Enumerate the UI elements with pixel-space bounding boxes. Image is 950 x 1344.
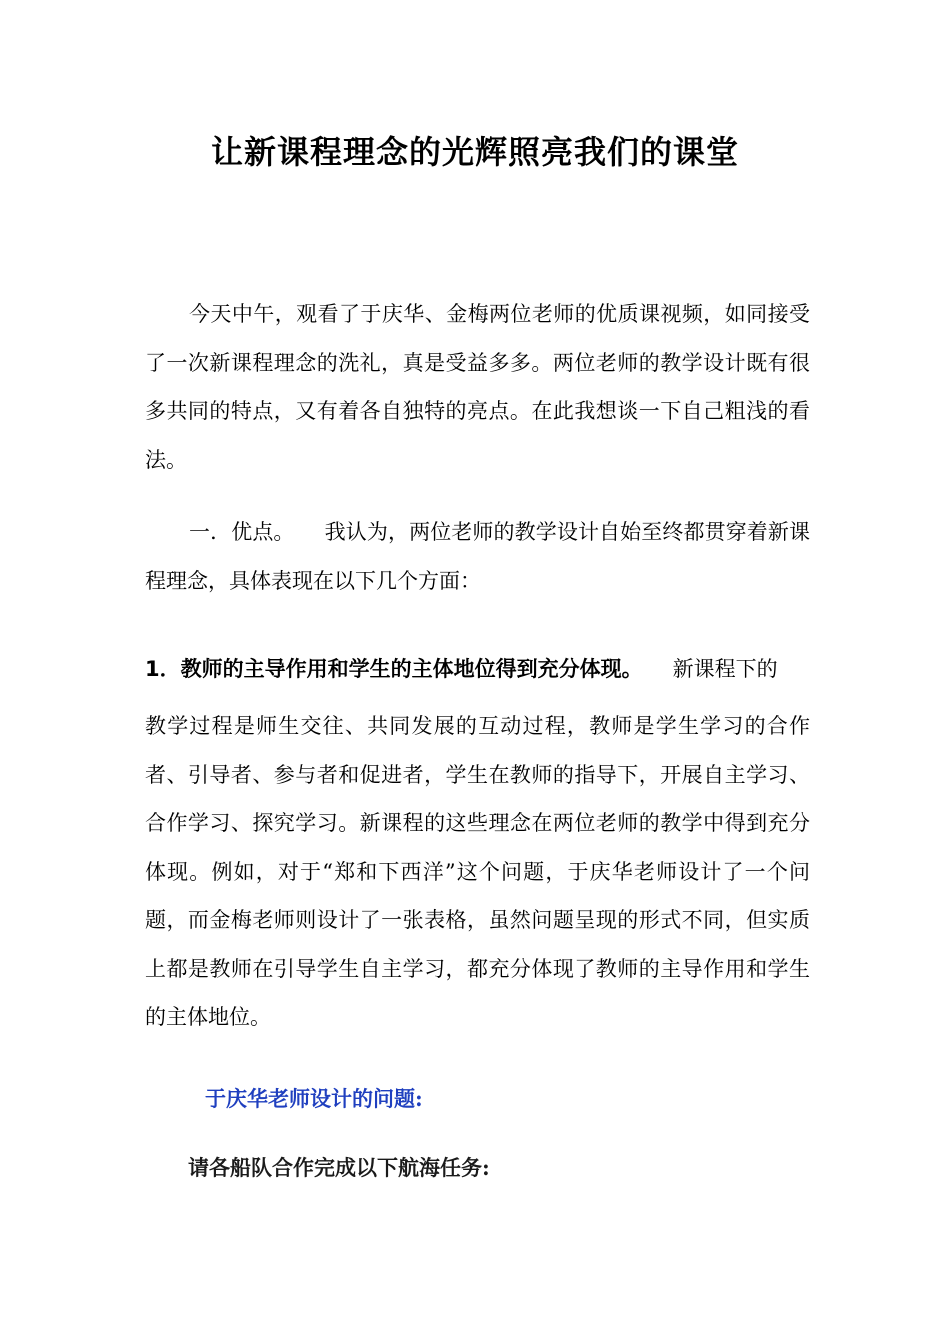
point-one-heading: 1．教师的主导作用和学生的主体地位得到充分体现。	[145, 657, 643, 681]
fleet-task-heading: 请各船队合作完成以下航海任务:	[188, 1155, 490, 1180]
intro-paragraph: 今天中午，观看了于庆华、金梅两位老师的优质课视频，如同接受了一次新课程理念的洗礼，真是受益多多。两位老师的教学设计既有很多共同的特点，又有着各自独特的亮点。在此我想谈一下自己粗浅的看法。	[145, 302, 810, 472]
strengths-heading: 一．优点。	[189, 520, 295, 544]
document-title: 让新课程理念的光辉照亮我们的课堂	[210, 133, 739, 171]
point-one-lead: 新课程下的	[672, 657, 778, 681]
strengths-body: 我认为，两位老师的教学设计自始至终都贯穿着新课程理念，具体表现在以下几个方面：	[145, 520, 811, 593]
point-one-paragraph	[145, 640, 810, 1042]
point-one-body: 教学过程是师生交往、共同发展的互动过程，教师是学生学习的合作者、引导者、参与者和促进者，学生在教师的指导下，开展自主学习、合作学习、探究学习。新课程的这些理念在两位老师的教学中得到充分体现。例如，对于“郑和下西洋”这个问题，于庆华老师设计了一个问题，而金梅老师则设计了一张表格，虽然问题呈现的形式不同，但实质上都是教师在引导学生自主学习，都充分体现了教师的主导作用和学生的主体地位。	[145, 714, 810, 1029]
strengths-paragraph	[145, 508, 810, 605]
teacher-question-heading: 于庆华老师设计的问题:	[205, 1086, 423, 1111]
